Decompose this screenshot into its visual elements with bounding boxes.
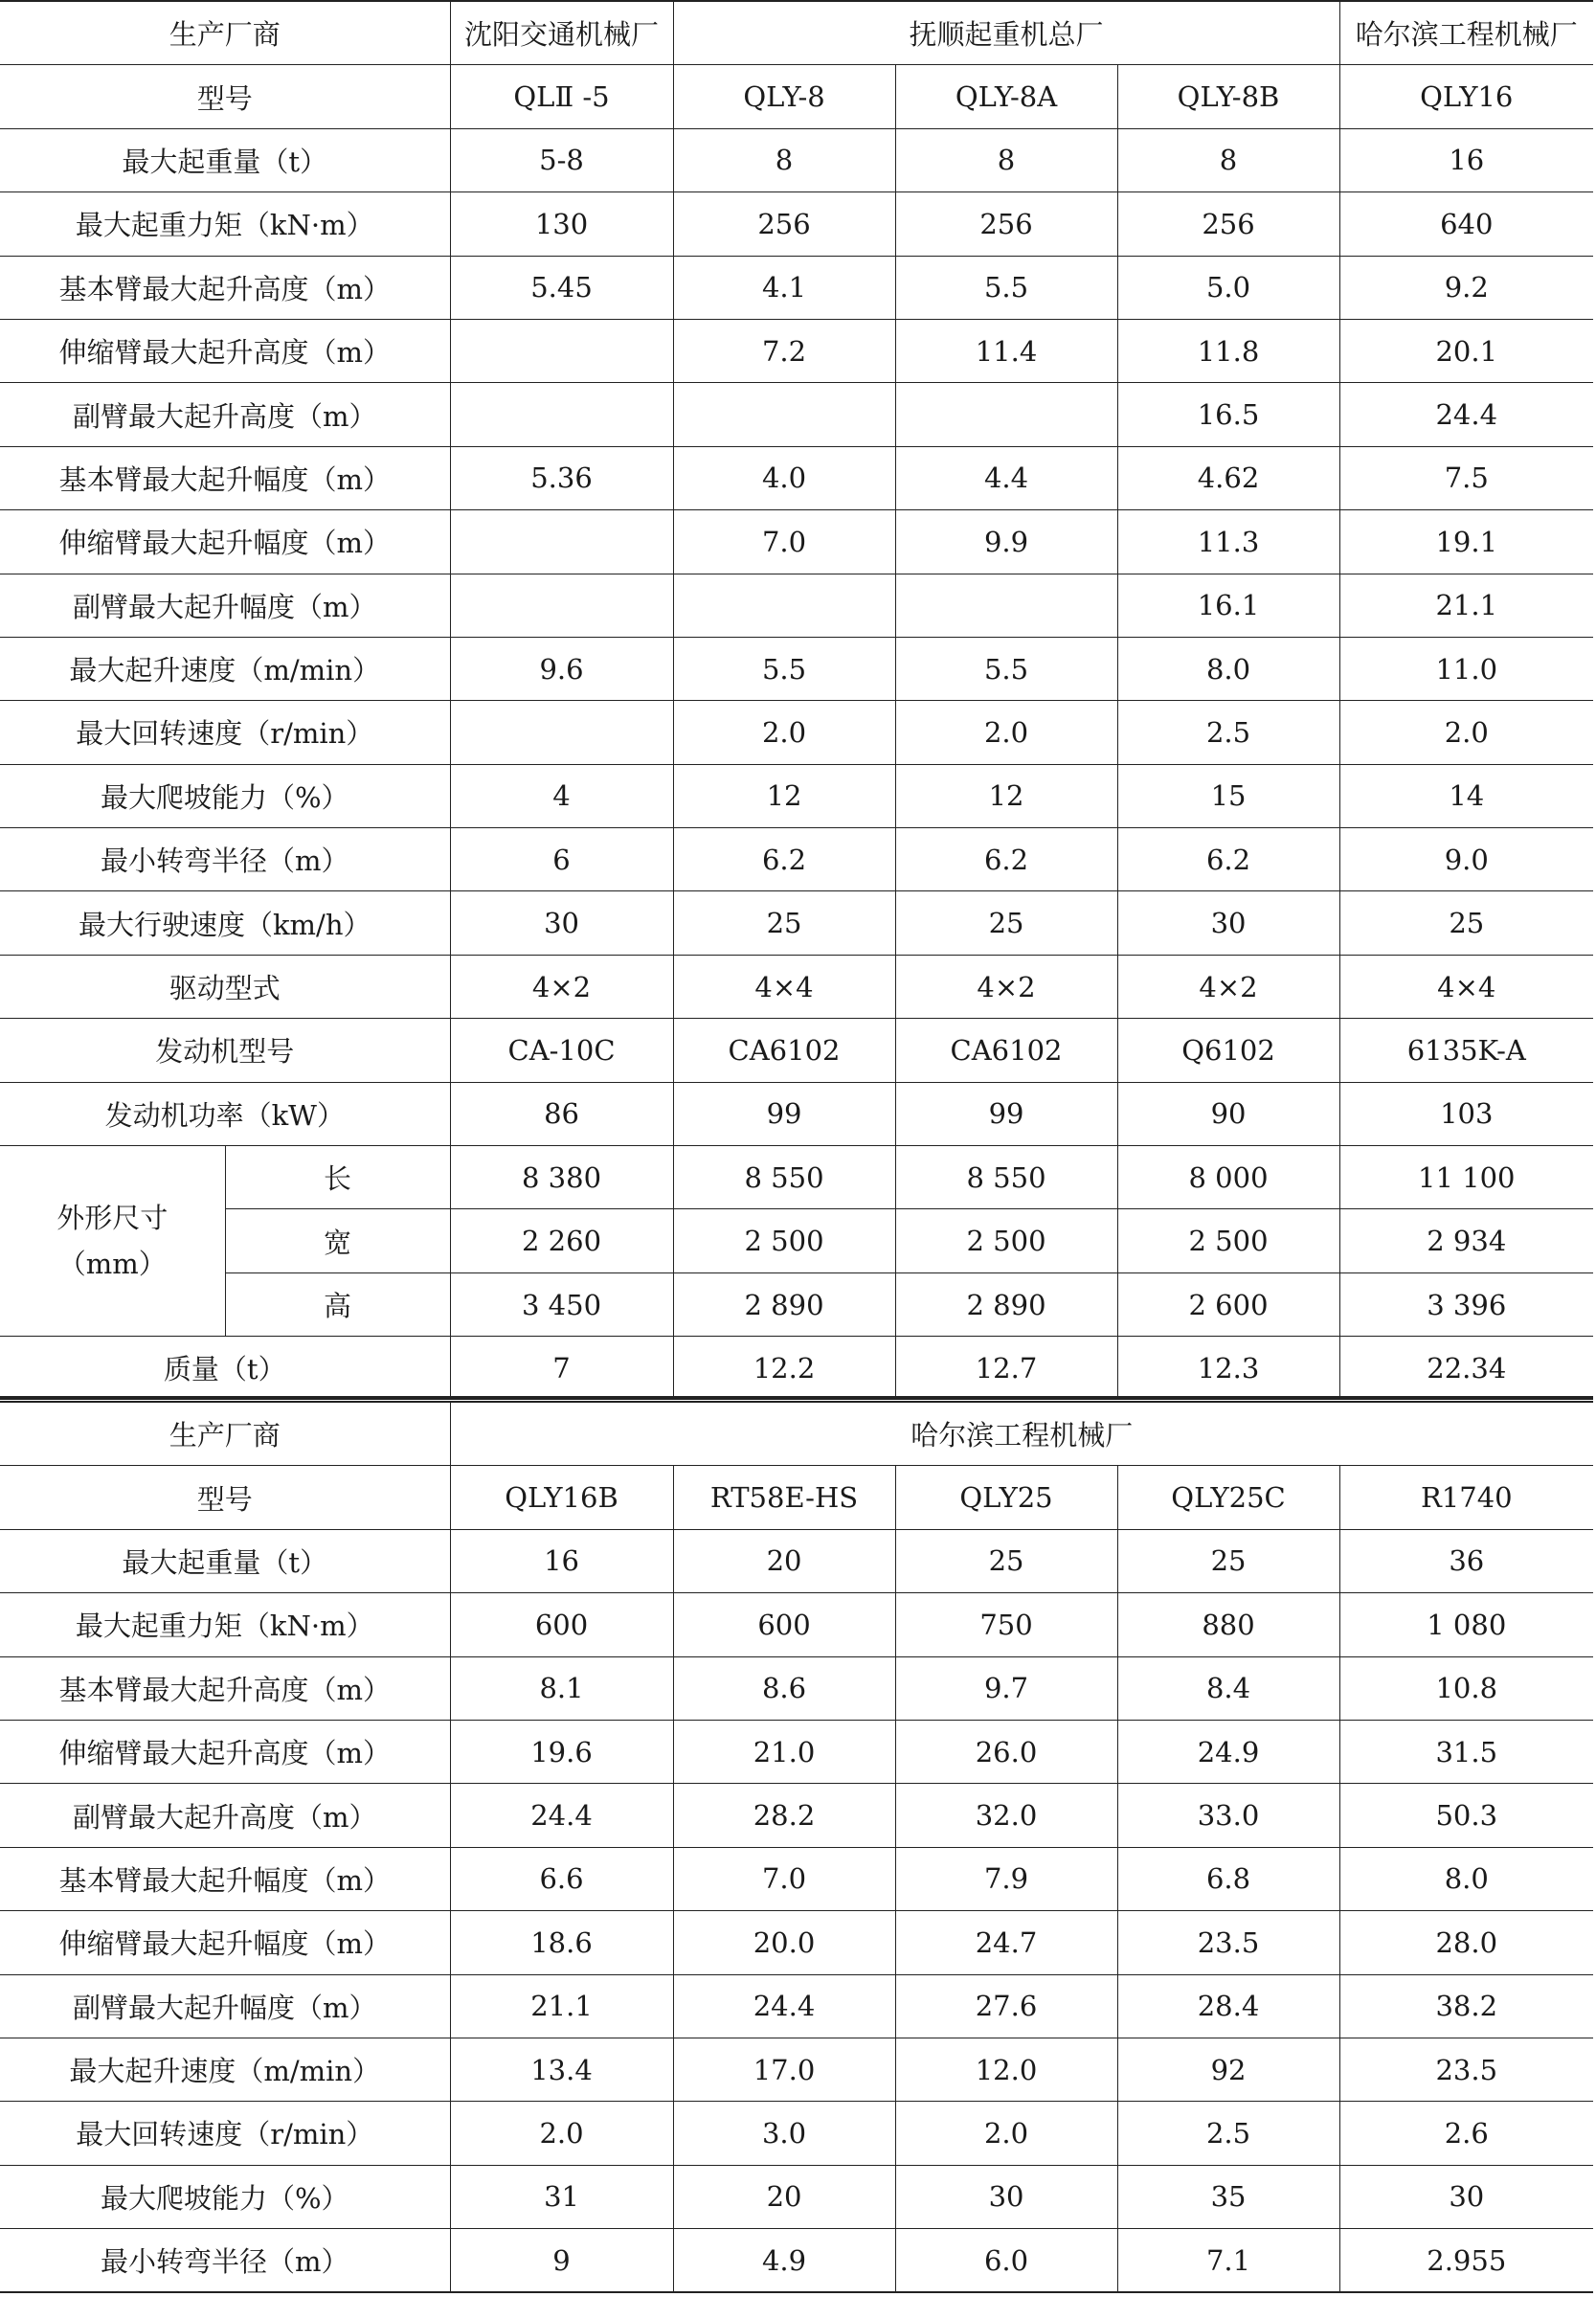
table-row xyxy=(0,637,1593,700)
table-separator xyxy=(0,1396,1593,1400)
value-cell: CA6102 xyxy=(895,1019,1117,1082)
row-label: 最大起重量（t） xyxy=(0,1529,450,1592)
dimension-sub-label: 高 xyxy=(225,1272,450,1336)
value-cell: 15 xyxy=(1117,764,1339,827)
value-cell: 8 550 xyxy=(895,1146,1117,1209)
value-cell: 20.0 xyxy=(673,1911,895,1974)
table-row xyxy=(0,1784,1593,1847)
value-cell: 6.2 xyxy=(895,828,1117,891)
table-row xyxy=(0,1529,1593,1592)
value-cell: 4×2 xyxy=(895,955,1117,1018)
model-header-label: 型号 xyxy=(0,65,450,128)
value-cell: 8 xyxy=(673,128,895,191)
value-cell xyxy=(895,574,1117,637)
row-label: 副臂最大起升幅度（m） xyxy=(0,1974,450,2038)
value-cell: 2.5 xyxy=(1117,2102,1339,2165)
row-label: 最大行驶速度（km/h） xyxy=(0,891,450,955)
value-cell: 30 xyxy=(1339,2165,1593,2228)
value-cell: 2.0 xyxy=(450,2102,673,2165)
table-row xyxy=(0,2102,1593,2165)
manufacturer-header-label: 生产厂商 xyxy=(0,1,450,65)
value-cell xyxy=(450,701,673,764)
model-row xyxy=(0,65,1593,128)
value-cell: 600 xyxy=(450,1593,673,1656)
value-cell: 600 xyxy=(673,1593,895,1656)
row-label: 最大起升速度（m/min） xyxy=(0,637,450,700)
value-cell: 7.0 xyxy=(673,1847,895,1910)
value-cell: CA6102 xyxy=(673,1019,895,1082)
value-cell: 2.0 xyxy=(673,701,895,764)
value-cell: 21.1 xyxy=(450,1974,673,2038)
value-cell: 4×4 xyxy=(1339,955,1593,1018)
table-row xyxy=(0,1720,1593,1783)
value-cell: 12.0 xyxy=(895,2038,1117,2101)
value-cell: 31 xyxy=(450,2165,673,2228)
value-cell: 3 450 xyxy=(450,1272,673,1336)
value-cell: 12 xyxy=(895,764,1117,827)
table-row xyxy=(0,192,1593,256)
value-cell xyxy=(450,383,673,446)
value-cell: 50.3 xyxy=(1339,1784,1593,1847)
value-cell: 33.0 xyxy=(1117,1784,1339,1847)
value-cell: 4×2 xyxy=(450,955,673,1018)
value-cell: 99 xyxy=(895,1082,1117,1145)
row-label: 基本臂最大起升高度（m） xyxy=(0,1656,450,1720)
manufacturer-header-label: 生产厂商 xyxy=(0,1402,450,1466)
value-cell: 2 500 xyxy=(673,1209,895,1272)
value-cell: 8.0 xyxy=(1339,1847,1593,1910)
value-cell: 21.1 xyxy=(1339,574,1593,637)
value-cell xyxy=(895,383,1117,446)
value-cell: 24.4 xyxy=(1339,383,1593,446)
value-cell: 4×4 xyxy=(673,955,895,1018)
value-cell: 13.4 xyxy=(450,2038,673,2101)
row-label: 质量（t） xyxy=(0,1337,450,1400)
value-cell: 4.4 xyxy=(895,446,1117,509)
model-cell: QLⅡ -5 xyxy=(450,65,673,128)
value-cell: 256 xyxy=(673,192,895,256)
value-cell xyxy=(673,383,895,446)
value-cell: 38.2 xyxy=(1339,1974,1593,2038)
manufacturer-cell: 哈尔滨工程机械厂 xyxy=(450,1402,1593,1466)
value-cell: 4.0 xyxy=(673,446,895,509)
value-cell: 20 xyxy=(673,1529,895,1592)
value-cell: 28.2 xyxy=(673,1784,895,1847)
table-row xyxy=(0,2038,1593,2101)
manufacturer-cell: 抚顺起重机总厂 xyxy=(673,1,1339,65)
value-cell: 130 xyxy=(450,192,673,256)
model-cell: RT58E-HS xyxy=(673,1466,895,1529)
value-cell: 8.6 xyxy=(673,1656,895,1720)
table-row xyxy=(0,256,1593,319)
value-cell: 27.6 xyxy=(895,1974,1117,2038)
value-cell: 10.8 xyxy=(1339,1656,1593,1720)
table-row xyxy=(0,1593,1593,1656)
value-cell: 5.5 xyxy=(673,637,895,700)
value-cell: 6 xyxy=(450,828,673,891)
value-cell: 6.6 xyxy=(450,1847,673,1910)
table-row xyxy=(0,891,1593,955)
value-cell: 35 xyxy=(1117,2165,1339,2228)
model-cell: R1740 xyxy=(1339,1466,1593,1529)
row-label: 最大回转速度（r/min） xyxy=(0,701,450,764)
value-cell: 880 xyxy=(1117,1593,1339,1656)
table-row xyxy=(0,1209,1593,1272)
model-cell: QLY-8B xyxy=(1117,65,1339,128)
value-cell: 103 xyxy=(1339,1082,1593,1145)
table-row xyxy=(0,383,1593,446)
value-cell: 256 xyxy=(895,192,1117,256)
value-cell: 22.34 xyxy=(1339,1337,1593,1400)
value-cell xyxy=(450,319,673,382)
value-cell: 19.1 xyxy=(1339,510,1593,574)
value-cell: 16.5 xyxy=(1117,383,1339,446)
value-cell: 4.9 xyxy=(673,2229,895,2293)
value-cell: 5.45 xyxy=(450,256,673,319)
value-cell: 2.0 xyxy=(895,2102,1117,2165)
row-label: 基本臂最大起升高度（m） xyxy=(0,256,450,319)
value-cell: 30 xyxy=(1117,891,1339,955)
table-row xyxy=(0,1974,1593,2038)
value-cell: 2.5 xyxy=(1117,701,1339,764)
value-cell: 2 890 xyxy=(673,1272,895,1336)
table-row xyxy=(0,1146,1593,1209)
value-cell: 2.0 xyxy=(895,701,1117,764)
table-row xyxy=(0,764,1593,827)
row-label: 最小转弯半径（m） xyxy=(0,2229,450,2293)
value-cell: 8 550 xyxy=(673,1146,895,1209)
table-row xyxy=(0,828,1593,891)
value-cell: 16 xyxy=(450,1529,673,1592)
table-row xyxy=(0,701,1593,764)
table-row xyxy=(0,319,1593,382)
value-cell xyxy=(450,510,673,574)
value-cell: 8 xyxy=(1117,128,1339,191)
row-label: 最大起重力矩（kN·m） xyxy=(0,1593,450,1656)
value-cell: 8 xyxy=(895,128,1117,191)
value-cell: 3.0 xyxy=(673,2102,895,2165)
model-cell: QLY16 xyxy=(1339,65,1593,128)
model-cell: QLY25 xyxy=(895,1466,1117,1529)
value-cell: 7.2 xyxy=(673,319,895,382)
value-cell: 6.8 xyxy=(1117,1847,1339,1910)
value-cell: 8 000 xyxy=(1117,1146,1339,1209)
row-label: 伸缩臂最大起升高度（m） xyxy=(0,319,450,382)
row-label: 基本臂最大起升幅度（m） xyxy=(0,1847,450,1910)
row-label: 最大起升速度（m/min） xyxy=(0,2038,450,2101)
value-cell: 30 xyxy=(450,891,673,955)
value-cell: 7.0 xyxy=(673,510,895,574)
row-label: 发动机功率（kW） xyxy=(0,1082,450,1145)
value-cell: 8.1 xyxy=(450,1656,673,1720)
table-row xyxy=(0,1656,1593,1720)
value-cell: 11.8 xyxy=(1117,319,1339,382)
value-cell: 4.1 xyxy=(673,256,895,319)
value-cell: 21.0 xyxy=(673,1720,895,1783)
value-cell: 11 100 xyxy=(1339,1146,1593,1209)
value-cell: 28.4 xyxy=(1117,1974,1339,2038)
value-cell: 1 080 xyxy=(1339,1593,1593,1656)
value-cell: 30 xyxy=(895,2165,1117,2228)
manufacturer-row xyxy=(0,1,1593,65)
row-label: 副臂最大起升高度（m） xyxy=(0,1784,450,1847)
value-cell: 5.36 xyxy=(450,446,673,509)
row-label: 副臂最大起升高度（m） xyxy=(0,383,450,446)
value-cell: 28.0 xyxy=(1339,1911,1593,1974)
value-cell: 3 396 xyxy=(1339,1272,1593,1336)
dimensions-label-line2: （mm） xyxy=(57,1248,167,1281)
row-label: 最大爬坡能力（%） xyxy=(0,2165,450,2228)
value-cell: 16 xyxy=(1339,128,1593,191)
value-cell: 25 xyxy=(673,891,895,955)
dimensions-label xyxy=(0,1146,225,1337)
row-label: 最小转弯半径（m） xyxy=(0,828,450,891)
model-row xyxy=(0,1466,1593,1529)
model-cell: QLY25C xyxy=(1117,1466,1339,1529)
table-row xyxy=(0,1911,1593,1974)
value-cell: 26.0 xyxy=(895,1720,1117,1783)
value-cell: 9.2 xyxy=(1339,256,1593,319)
value-cell: 5.5 xyxy=(895,637,1117,700)
value-cell: 92 xyxy=(1117,2038,1339,2101)
value-cell: 25 xyxy=(895,1529,1117,1592)
table-row xyxy=(0,2165,1593,2228)
value-cell: 4 xyxy=(450,764,673,827)
value-cell: 31.5 xyxy=(1339,1720,1593,1783)
value-cell: 36 xyxy=(1339,1529,1593,1592)
value-cell: 24.4 xyxy=(450,1784,673,1847)
table-row xyxy=(0,955,1593,1018)
value-cell: 11.0 xyxy=(1339,637,1593,700)
value-cell xyxy=(450,574,673,637)
table-row xyxy=(0,1337,1593,1400)
value-cell: 24.4 xyxy=(673,1974,895,2038)
value-cell: 86 xyxy=(450,1082,673,1145)
value-cell: 17.0 xyxy=(673,2038,895,2101)
value-cell: 5.0 xyxy=(1117,256,1339,319)
value-cell: 2.6 xyxy=(1339,2102,1593,2165)
table-row xyxy=(0,574,1593,637)
value-cell: 32.0 xyxy=(895,1784,1117,1847)
value-cell: 8.0 xyxy=(1117,637,1339,700)
row-label: 伸缩臂最大起升幅度（m） xyxy=(0,1911,450,1974)
value-cell: 2 500 xyxy=(895,1209,1117,1272)
value-cell: 2 890 xyxy=(895,1272,1117,1336)
row-label: 伸缩臂最大起升幅度（m） xyxy=(0,510,450,574)
value-cell: 7 xyxy=(450,1337,673,1400)
value-cell: 25 xyxy=(1339,891,1593,955)
row-label: 最大回转速度（r/min） xyxy=(0,2102,450,2165)
value-cell: 19.6 xyxy=(450,1720,673,1783)
manufacturer-row xyxy=(0,1402,1593,1466)
value-cell: 90 xyxy=(1117,1082,1339,1145)
value-cell: 750 xyxy=(895,1593,1117,1656)
value-cell: 9 xyxy=(450,2229,673,2293)
dimension-sub-label: 长 xyxy=(225,1146,450,1209)
value-cell: 23.5 xyxy=(1117,1911,1339,1974)
value-cell: 2.0 xyxy=(1339,701,1593,764)
value-cell: 18.6 xyxy=(450,1911,673,1974)
table-row xyxy=(0,2229,1593,2293)
value-cell: 25 xyxy=(1117,1529,1339,1592)
value-cell: 24.9 xyxy=(1117,1720,1339,1783)
value-cell: 12.2 xyxy=(673,1337,895,1400)
value-cell: 16.1 xyxy=(1117,574,1339,637)
value-cell: 12.7 xyxy=(895,1337,1117,1400)
row-label: 驱动型式 xyxy=(0,955,450,1018)
value-cell: 14 xyxy=(1339,764,1593,827)
value-cell: 6135K-A xyxy=(1339,1019,1593,1082)
dimension-sub-label: 宽 xyxy=(225,1209,450,1272)
row-label: 伸缩臂最大起升高度（m） xyxy=(0,1720,450,1783)
value-cell: 8 380 xyxy=(450,1146,673,1209)
value-cell: CA-10C xyxy=(450,1019,673,1082)
value-cell: 2.955 xyxy=(1339,2229,1593,2293)
value-cell: 5-8 xyxy=(450,128,673,191)
value-cell: 7.9 xyxy=(895,1847,1117,1910)
crane-spec-table-2 xyxy=(0,1401,1593,2293)
row-label: 最大爬坡能力（%） xyxy=(0,764,450,827)
value-cell: 7.5 xyxy=(1339,446,1593,509)
value-cell: 11.3 xyxy=(1117,510,1339,574)
value-cell: 2 934 xyxy=(1339,1209,1593,1272)
table-row xyxy=(0,128,1593,191)
value-cell: 4.62 xyxy=(1117,446,1339,509)
value-cell: 6.0 xyxy=(895,2229,1117,2293)
model-header-label: 型号 xyxy=(0,1466,450,1529)
table-row xyxy=(0,446,1593,509)
value-cell: 9.6 xyxy=(450,637,673,700)
value-cell: 7.1 xyxy=(1117,2229,1339,2293)
row-label: 最大起重量（t） xyxy=(0,128,450,191)
value-cell: 9.7 xyxy=(895,1656,1117,1720)
value-cell xyxy=(673,574,895,637)
value-cell: 640 xyxy=(1339,192,1593,256)
value-cell: 12 xyxy=(673,764,895,827)
manufacturer-cell: 沈阳交通机械厂 xyxy=(450,1,673,65)
table-row xyxy=(0,510,1593,574)
value-cell: 20.1 xyxy=(1339,319,1593,382)
model-cell: QLY-8A xyxy=(895,65,1117,128)
value-cell: 11.4 xyxy=(895,319,1117,382)
value-cell: 20 xyxy=(673,2165,895,2228)
value-cell: 2 600 xyxy=(1117,1272,1339,1336)
table-row xyxy=(0,1082,1593,1145)
value-cell: 9.0 xyxy=(1339,828,1593,891)
dimensions-label-line1: 外形尺寸 xyxy=(56,1202,169,1235)
value-cell: 8.4 xyxy=(1117,1656,1339,1720)
value-cell: 2 260 xyxy=(450,1209,673,1272)
model-cell: QLY-8 xyxy=(673,65,895,128)
value-cell: 24.7 xyxy=(895,1911,1117,1974)
row-label: 副臂最大起升幅度（m） xyxy=(0,574,450,637)
value-cell: 6.2 xyxy=(1117,828,1339,891)
value-cell: 5.5 xyxy=(895,256,1117,319)
manufacturer-cell: 哈尔滨工程机械厂 xyxy=(1339,1,1593,65)
table-row xyxy=(0,1847,1593,1910)
row-label: 最大起重力矩（kN·m） xyxy=(0,192,450,256)
row-label: 基本臂最大起升幅度（m） xyxy=(0,446,450,509)
model-cell: QLY16B xyxy=(450,1466,673,1529)
value-cell: 9.9 xyxy=(895,510,1117,574)
table-row xyxy=(0,1272,1593,1336)
row-label: 发动机型号 xyxy=(0,1019,450,1082)
value-cell: 25 xyxy=(895,891,1117,955)
value-cell: 6.2 xyxy=(673,828,895,891)
value-cell: 23.5 xyxy=(1339,2038,1593,2101)
table-row xyxy=(0,1019,1593,1082)
value-cell: 2 500 xyxy=(1117,1209,1339,1272)
value-cell: 4×2 xyxy=(1117,955,1339,1018)
value-cell: 99 xyxy=(673,1082,895,1145)
value-cell: 12.3 xyxy=(1117,1337,1339,1400)
value-cell: 256 xyxy=(1117,192,1339,256)
value-cell: Q6102 xyxy=(1117,1019,1339,1082)
